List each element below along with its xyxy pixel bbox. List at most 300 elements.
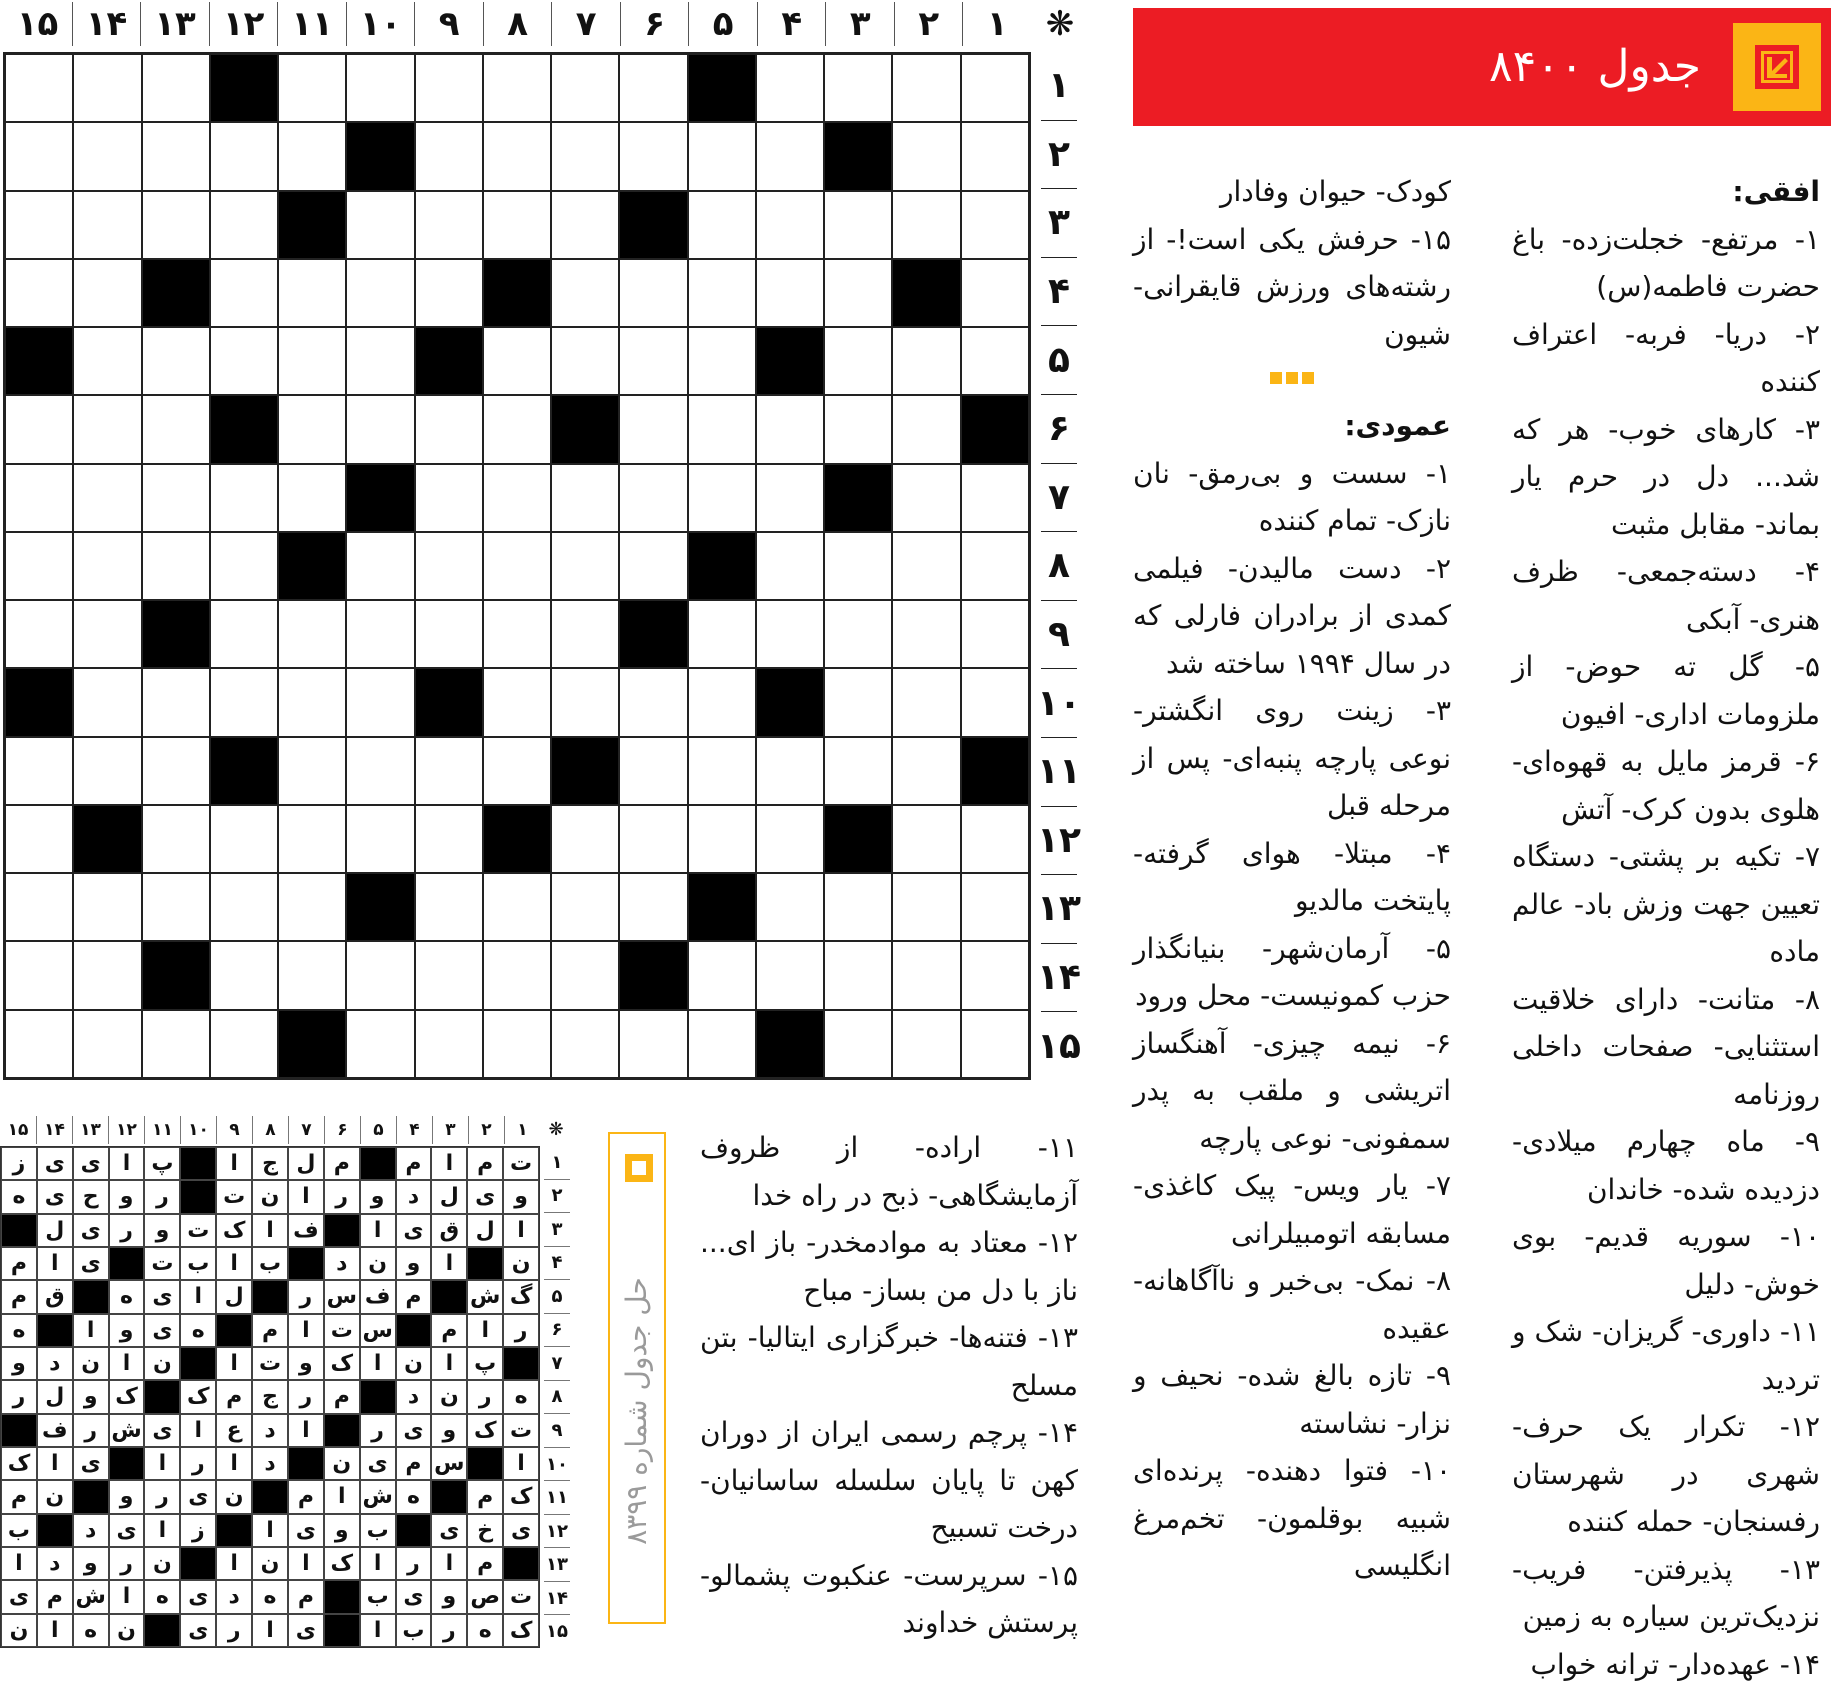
grid-cell[interactable] bbox=[961, 532, 1029, 600]
grid-cell[interactable] bbox=[892, 873, 960, 941]
solution-column-number: ۵ bbox=[360, 1116, 396, 1144]
solution-row-number: ۸ bbox=[544, 1381, 570, 1415]
grid-cell[interactable] bbox=[824, 1010, 892, 1078]
grid-cell[interactable] bbox=[142, 327, 210, 395]
grid-cell[interactable] bbox=[483, 54, 551, 122]
black-cell bbox=[415, 668, 483, 736]
black-cell bbox=[961, 737, 1029, 805]
solution-cell: ک bbox=[180, 1380, 216, 1413]
grid-cell[interactable] bbox=[5, 54, 73, 122]
black-cell bbox=[619, 600, 687, 668]
grid-cell[interactable] bbox=[5, 873, 73, 941]
solution-cell: ا bbox=[324, 1480, 360, 1513]
grid-cell[interactable] bbox=[483, 122, 551, 190]
grid-cell[interactable] bbox=[415, 941, 483, 1009]
row-number: ۳ bbox=[1041, 189, 1077, 258]
solution-column-number: ۱۳ bbox=[72, 1116, 108, 1144]
grid-cell[interactable] bbox=[892, 1010, 960, 1078]
grid-cell[interactable] bbox=[756, 941, 824, 1009]
solution-cell: ا bbox=[216, 1247, 252, 1280]
grid-cell[interactable] bbox=[278, 122, 346, 190]
solution-cell: و bbox=[109, 1480, 145, 1513]
grid-cell[interactable] bbox=[142, 532, 210, 600]
black-cell bbox=[551, 737, 619, 805]
black-cell bbox=[892, 259, 960, 327]
grid-cell[interactable] bbox=[415, 873, 483, 941]
grid-cell[interactable] bbox=[483, 395, 551, 463]
grid-cell[interactable] bbox=[346, 191, 414, 259]
grid-cell[interactable] bbox=[5, 805, 73, 873]
solution-cell: ا bbox=[503, 1214, 539, 1247]
grid-cell[interactable] bbox=[210, 873, 278, 941]
grid-cell[interactable] bbox=[551, 122, 619, 190]
black-cell bbox=[756, 327, 824, 395]
grid-cell[interactable] bbox=[824, 191, 892, 259]
grid-cell[interactable] bbox=[415, 600, 483, 668]
solution-cell: ن bbox=[144, 1347, 180, 1380]
grid-cell[interactable] bbox=[73, 873, 141, 941]
grid-cell[interactable] bbox=[824, 54, 892, 122]
grid-cell[interactable] bbox=[5, 259, 73, 327]
solution-cell: ع bbox=[216, 1414, 252, 1447]
solution-row-numbers bbox=[544, 1146, 570, 1648]
solution-cell: ش bbox=[467, 1280, 503, 1313]
grid-cell[interactable] bbox=[483, 464, 551, 532]
grid-cell[interactable] bbox=[551, 464, 619, 532]
grid-cell[interactable] bbox=[415, 122, 483, 190]
grid-cell[interactable] bbox=[551, 532, 619, 600]
grid-cell[interactable] bbox=[210, 532, 278, 600]
grid-cell[interactable] bbox=[688, 122, 756, 190]
grid-cell[interactable] bbox=[73, 668, 141, 736]
grid-cell[interactable] bbox=[551, 191, 619, 259]
clue-v-7: ۷- یار ویس- پیک کاغذی- مسابقه اتومبیلرانی bbox=[1133, 1162, 1451, 1257]
solution-cell: ک bbox=[109, 1380, 145, 1413]
solution-cell: ا bbox=[109, 1580, 145, 1613]
clue-h-10: ۱۰- سوریه قدیم- بوی خوش- دلیل bbox=[1512, 1213, 1820, 1308]
grid-cell[interactable] bbox=[961, 122, 1029, 190]
solution-row-number: ۵ bbox=[544, 1280, 570, 1314]
grid-cell[interactable] bbox=[619, 873, 687, 941]
solution-black-cell bbox=[73, 1480, 109, 1513]
grid-cell[interactable] bbox=[551, 941, 619, 1009]
solution-cell: ب bbox=[1, 1514, 37, 1547]
grid-cell[interactable] bbox=[142, 873, 210, 941]
black-cell bbox=[688, 532, 756, 600]
grid-cell[interactable] bbox=[415, 532, 483, 600]
grid-cell[interactable] bbox=[756, 737, 824, 805]
grid-cell[interactable] bbox=[892, 668, 960, 736]
grid-cell[interactable] bbox=[551, 259, 619, 327]
clue-v-9: ۹- تازه بالغ شده- نحیف و نزار- نشاسته bbox=[1133, 1352, 1451, 1447]
corner-asterisk-icon: ❋ bbox=[1040, 4, 1080, 44]
grid-cell[interactable] bbox=[483, 737, 551, 805]
grid-cell[interactable] bbox=[346, 54, 414, 122]
clue-v-5: ۵- آرمان‌شهر- بنیانگذار حزب کمونیست- محل ورود bbox=[1133, 925, 1451, 1020]
grid-cell[interactable] bbox=[824, 873, 892, 941]
solution-cell: ه bbox=[144, 1580, 180, 1613]
grid-cell[interactable] bbox=[892, 54, 960, 122]
solution-black-cell bbox=[360, 1380, 396, 1413]
grid-cell[interactable] bbox=[688, 1010, 756, 1078]
grid-cell[interactable] bbox=[756, 873, 824, 941]
solution-cell: ن bbox=[503, 1247, 539, 1280]
grid-cell[interactable] bbox=[756, 395, 824, 463]
grid-cell[interactable] bbox=[892, 941, 960, 1009]
row-number: ۵ bbox=[1041, 326, 1077, 395]
solution-cell: ر bbox=[144, 1480, 180, 1513]
grid-cell[interactable] bbox=[961, 600, 1029, 668]
grid-cell[interactable] bbox=[961, 873, 1029, 941]
solution-cell: ر bbox=[360, 1414, 396, 1447]
solution-black-cell bbox=[37, 1314, 73, 1347]
black-cell bbox=[551, 395, 619, 463]
grid-cell[interactable] bbox=[278, 395, 346, 463]
grid-cell[interactable] bbox=[5, 532, 73, 600]
clue-v-4: ۴- مبتلا- هوای گرفته- پایتخت مالدیو bbox=[1133, 830, 1451, 925]
horizontal-clues-title: افقی: bbox=[1512, 168, 1820, 216]
grid-cell[interactable] bbox=[551, 668, 619, 736]
solution-cell: ا bbox=[360, 1214, 396, 1247]
solution-black-cell bbox=[467, 1447, 503, 1480]
grid-cell[interactable] bbox=[346, 532, 414, 600]
grid-cell[interactable] bbox=[5, 122, 73, 190]
solution-black-cell bbox=[109, 1247, 145, 1280]
grid-cell[interactable] bbox=[415, 805, 483, 873]
grid-cell[interactable] bbox=[210, 941, 278, 1009]
clue-h-3: ۳- کارهای خوب- هر که شد... دل در حرم یار بماند- مقابل مثبت bbox=[1512, 406, 1820, 549]
grid-cell[interactable] bbox=[278, 259, 346, 327]
solution-cell: ر bbox=[109, 1547, 145, 1580]
grid-cell[interactable] bbox=[278, 54, 346, 122]
solution-cell: پ bbox=[467, 1347, 503, 1380]
clue-v-1: ۱- سست و بی‌رمق- نان نازک- تمام کننده bbox=[1133, 450, 1451, 545]
solution-cell: ا bbox=[360, 1547, 396, 1580]
grid-cell[interactable] bbox=[483, 873, 551, 941]
clue-h-1: ۱- مرتفع- خجلت‌زده- باغ حضرت فاطمه(س) bbox=[1512, 216, 1820, 311]
grid-cell[interactable] bbox=[346, 737, 414, 805]
grid-cell[interactable] bbox=[892, 805, 960, 873]
grid-cell[interactable] bbox=[688, 805, 756, 873]
black-cell bbox=[346, 122, 414, 190]
grid-cell[interactable] bbox=[142, 1010, 210, 1078]
clue-h-15: ۱۵- حرفش یکی است!- از رشته‌های ورزش قایقرانی- شیون bbox=[1133, 216, 1451, 359]
grid-cell[interactable] bbox=[483, 532, 551, 600]
grid-cell[interactable] bbox=[415, 1010, 483, 1078]
grid-cell[interactable] bbox=[346, 805, 414, 873]
grid-cell[interactable] bbox=[892, 122, 960, 190]
solution-cell: ی bbox=[73, 1447, 109, 1480]
grid-cell[interactable] bbox=[551, 1010, 619, 1078]
grid-cell[interactable] bbox=[210, 600, 278, 668]
grid-cell[interactable] bbox=[415, 464, 483, 532]
grid-cell[interactable] bbox=[210, 1010, 278, 1078]
grid-cell[interactable] bbox=[73, 54, 141, 122]
solution-cell: ت bbox=[216, 1180, 252, 1213]
grid-cell[interactable] bbox=[5, 395, 73, 463]
grid-cell[interactable] bbox=[5, 600, 73, 668]
grid-cell[interactable] bbox=[961, 805, 1029, 873]
grid-cell[interactable] bbox=[346, 600, 414, 668]
grid-cell[interactable] bbox=[824, 668, 892, 736]
solution-cell: م bbox=[324, 1380, 360, 1413]
black-cell bbox=[688, 54, 756, 122]
grid-cell[interactable] bbox=[688, 327, 756, 395]
solution-black-cell bbox=[324, 1414, 360, 1447]
grid-cell[interactable] bbox=[688, 737, 756, 805]
grid-cell[interactable] bbox=[756, 122, 824, 190]
solution-cell: م bbox=[324, 1147, 360, 1180]
grid-cell[interactable] bbox=[142, 464, 210, 532]
grid-cell[interactable] bbox=[278, 464, 346, 532]
arrow-down-left-icon bbox=[625, 1154, 653, 1182]
solution-cell: ی bbox=[288, 1614, 324, 1647]
grid-cell[interactable] bbox=[278, 600, 346, 668]
grid-cell[interactable] bbox=[73, 395, 141, 463]
grid-cell[interactable] bbox=[5, 737, 73, 805]
solution-cell: ت bbox=[324, 1314, 360, 1347]
grid-cell[interactable] bbox=[824, 737, 892, 805]
grid-cell[interactable] bbox=[961, 464, 1029, 532]
grid-cell[interactable] bbox=[688, 464, 756, 532]
grid-cell[interactable] bbox=[142, 122, 210, 190]
grid-cell[interactable] bbox=[142, 54, 210, 122]
grid-cell[interactable] bbox=[483, 668, 551, 736]
row-number: ۲ bbox=[1041, 121, 1077, 190]
grid-cell[interactable] bbox=[551, 54, 619, 122]
solution-row-number: ۱۵ bbox=[544, 1615, 570, 1648]
grid-cell[interactable] bbox=[415, 395, 483, 463]
solution-column-number: ۱۲ bbox=[108, 1116, 144, 1144]
column-number: ۱۰ bbox=[346, 2, 415, 46]
grid-cell[interactable] bbox=[415, 259, 483, 327]
solution-cell: ر bbox=[288, 1280, 324, 1313]
solution-cell: ا bbox=[109, 1347, 145, 1380]
solution-cell: د bbox=[37, 1547, 73, 1580]
grid-cell[interactable] bbox=[756, 259, 824, 327]
grid-cell[interactable] bbox=[5, 191, 73, 259]
grid-cell[interactable] bbox=[73, 122, 141, 190]
grid-cell[interactable] bbox=[142, 395, 210, 463]
grid-cell[interactable] bbox=[619, 395, 687, 463]
solution-cell: م bbox=[1, 1247, 37, 1280]
clue-h-4: ۴- دسته‌جمعی- ظرف هنری- آبکی bbox=[1512, 548, 1820, 643]
grid-cell[interactable] bbox=[688, 668, 756, 736]
grid-cell[interactable] bbox=[346, 327, 414, 395]
grid-cell[interactable] bbox=[483, 600, 551, 668]
grid-cell[interactable] bbox=[688, 191, 756, 259]
solution-cell: ی bbox=[180, 1614, 216, 1647]
grid-cell[interactable] bbox=[619, 805, 687, 873]
grid-cell[interactable] bbox=[73, 327, 141, 395]
grid-cell[interactable] bbox=[278, 327, 346, 395]
solution-row-number: ۴ bbox=[544, 1247, 570, 1281]
grid-cell[interactable] bbox=[73, 464, 141, 532]
column-number: ۷ bbox=[551, 2, 620, 46]
grid-cell[interactable] bbox=[619, 54, 687, 122]
grid-cell[interactable] bbox=[688, 941, 756, 1009]
grid-cell[interactable] bbox=[346, 259, 414, 327]
grid-cell[interactable] bbox=[824, 395, 892, 463]
grid-cell[interactable] bbox=[142, 191, 210, 259]
clue-h-2: ۲- دریا- فربه- اعتراف کننده bbox=[1512, 311, 1820, 406]
grid-cell[interactable] bbox=[551, 600, 619, 668]
grid-cell[interactable] bbox=[73, 532, 141, 600]
solution-corner-asterisk-icon: ❋ bbox=[544, 1116, 568, 1144]
grid-cell[interactable] bbox=[892, 395, 960, 463]
solution-black-cell bbox=[324, 1580, 360, 1613]
grid-cell[interactable] bbox=[961, 941, 1029, 1009]
solution-cell: ص bbox=[467, 1580, 503, 1613]
grid-cell[interactable] bbox=[551, 327, 619, 395]
grid-cell[interactable] bbox=[688, 395, 756, 463]
grid-cell[interactable] bbox=[346, 941, 414, 1009]
grid-cell[interactable] bbox=[961, 191, 1029, 259]
grid-cell[interactable] bbox=[73, 600, 141, 668]
solution-cell: ل bbox=[37, 1380, 73, 1413]
grid-cell[interactable] bbox=[483, 1010, 551, 1078]
grid-cell[interactable] bbox=[619, 737, 687, 805]
grid-cell[interactable] bbox=[619, 464, 687, 532]
grid-cell[interactable] bbox=[892, 532, 960, 600]
solution-black-cell bbox=[360, 1147, 396, 1180]
solution-cell: ا bbox=[216, 1147, 252, 1180]
grid-cell[interactable] bbox=[483, 327, 551, 395]
grid-cell[interactable] bbox=[619, 532, 687, 600]
row-number: ۶ bbox=[1041, 395, 1077, 464]
grid-cell[interactable] bbox=[824, 327, 892, 395]
grid-cell[interactable] bbox=[73, 737, 141, 805]
solution-cell: ف bbox=[37, 1414, 73, 1447]
solution-cell: ی bbox=[37, 1147, 73, 1180]
solution-black-cell bbox=[396, 1514, 432, 1547]
grid-cell[interactable] bbox=[756, 532, 824, 600]
grid-cell[interactable] bbox=[892, 737, 960, 805]
grid-cell[interactable] bbox=[688, 259, 756, 327]
grid-cell[interactable] bbox=[961, 259, 1029, 327]
clues-column-left bbox=[700, 1124, 1078, 1647]
grid-cell[interactable] bbox=[142, 668, 210, 736]
grid-cell[interactable] bbox=[961, 668, 1029, 736]
solution-cell: د bbox=[73, 1514, 109, 1547]
grid-cell[interactable] bbox=[756, 600, 824, 668]
clue-v-14: ۱۴- پرچم رسمی ایران از دوران کهن تا پایان سلسله ساسانیان- درخت تسبیح bbox=[700, 1409, 1078, 1552]
grid-cell[interactable] bbox=[961, 1010, 1029, 1078]
solution-cell: ق bbox=[431, 1214, 467, 1247]
grid-cell[interactable] bbox=[824, 532, 892, 600]
grid-cell[interactable] bbox=[483, 941, 551, 1009]
solution-cell: ی bbox=[144, 1280, 180, 1313]
grid-cell[interactable] bbox=[73, 191, 141, 259]
grid-cell[interactable] bbox=[824, 259, 892, 327]
grid-cell[interactable] bbox=[415, 54, 483, 122]
grid-cell[interactable] bbox=[210, 191, 278, 259]
solution-column-number: ۱۵ bbox=[0, 1116, 36, 1144]
grid-cell[interactable] bbox=[619, 327, 687, 395]
grid-cell[interactable] bbox=[756, 191, 824, 259]
grid-cell[interactable] bbox=[619, 259, 687, 327]
grid-cell[interactable] bbox=[688, 600, 756, 668]
column-number: ۹ bbox=[414, 2, 483, 46]
solution-cell: ا bbox=[503, 1447, 539, 1480]
grid-cell[interactable] bbox=[551, 805, 619, 873]
grid-cell[interactable] bbox=[756, 54, 824, 122]
grid-cell[interactable] bbox=[278, 668, 346, 736]
solution-cell: ن bbox=[360, 1247, 396, 1280]
solution-cell: ا bbox=[216, 1347, 252, 1380]
grid-cell[interactable] bbox=[961, 54, 1029, 122]
grid-cell[interactable] bbox=[961, 327, 1029, 395]
grid-cell[interactable] bbox=[278, 941, 346, 1009]
grid-cell[interactable] bbox=[892, 191, 960, 259]
grid-cell[interactable] bbox=[415, 191, 483, 259]
grid-cell[interactable] bbox=[210, 327, 278, 395]
grid-cell[interactable] bbox=[756, 464, 824, 532]
solution-cell: خ bbox=[467, 1514, 503, 1547]
grid-cell[interactable] bbox=[73, 259, 141, 327]
grid-cell[interactable] bbox=[619, 122, 687, 190]
solution-cell: د bbox=[252, 1447, 288, 1480]
solution-cell: ف bbox=[360, 1280, 396, 1313]
grid-cell[interactable] bbox=[278, 873, 346, 941]
grid-cell[interactable] bbox=[756, 805, 824, 873]
logo bbox=[1733, 23, 1821, 111]
grid-cell[interactable] bbox=[210, 668, 278, 736]
solution-cell: ا bbox=[180, 1414, 216, 1447]
grid-cell[interactable] bbox=[5, 464, 73, 532]
solution-cell: ا bbox=[360, 1614, 396, 1647]
black-cell bbox=[824, 122, 892, 190]
grid-cell[interactable] bbox=[210, 259, 278, 327]
grid-cell[interactable] bbox=[415, 737, 483, 805]
grid-cell[interactable] bbox=[5, 1010, 73, 1078]
grid-cell[interactable] bbox=[278, 737, 346, 805]
grid-cell[interactable] bbox=[824, 941, 892, 1009]
grid-cell[interactable] bbox=[619, 668, 687, 736]
grid-cell[interactable] bbox=[346, 668, 414, 736]
solution-cell: ل bbox=[37, 1214, 73, 1247]
grid-cell[interactable] bbox=[892, 464, 960, 532]
solution-column-numbers bbox=[0, 1116, 540, 1144]
solution-row-number: ۱ bbox=[544, 1146, 570, 1180]
grid-cell[interactable] bbox=[619, 1010, 687, 1078]
grid-cell[interactable] bbox=[346, 395, 414, 463]
solution-cell: ا bbox=[431, 1347, 467, 1380]
grid-cell[interactable] bbox=[892, 327, 960, 395]
grid-cell[interactable] bbox=[346, 1010, 414, 1078]
grid-cell[interactable] bbox=[210, 122, 278, 190]
grid-cell[interactable] bbox=[210, 464, 278, 532]
clue-v-8: ۸- نمک- بی‌خبر و ناآگاهانه- عقیده bbox=[1133, 1257, 1451, 1352]
solution-cell: ل bbox=[467, 1214, 503, 1247]
grid-cell[interactable] bbox=[278, 805, 346, 873]
column-number: ۱۱ bbox=[277, 2, 346, 46]
solution-cell: م bbox=[252, 1314, 288, 1347]
grid-cell[interactable] bbox=[5, 941, 73, 1009]
grid-cell[interactable] bbox=[551, 873, 619, 941]
solution-title: حل جدول شماره ۸۳۹۹ bbox=[619, 1206, 655, 1616]
puzzle-title: جدول ۸۴۰۰ bbox=[1489, 8, 1701, 126]
grid-cell[interactable] bbox=[824, 600, 892, 668]
grid-cell[interactable] bbox=[73, 1010, 141, 1078]
grid-cell[interactable] bbox=[210, 805, 278, 873]
grid-cell[interactable] bbox=[483, 191, 551, 259]
solution-cell: د bbox=[216, 1580, 252, 1613]
grid-cell[interactable] bbox=[73, 941, 141, 1009]
grid-cell[interactable] bbox=[892, 600, 960, 668]
grid-cell[interactable] bbox=[142, 737, 210, 805]
grid-cell[interactable] bbox=[142, 805, 210, 873]
